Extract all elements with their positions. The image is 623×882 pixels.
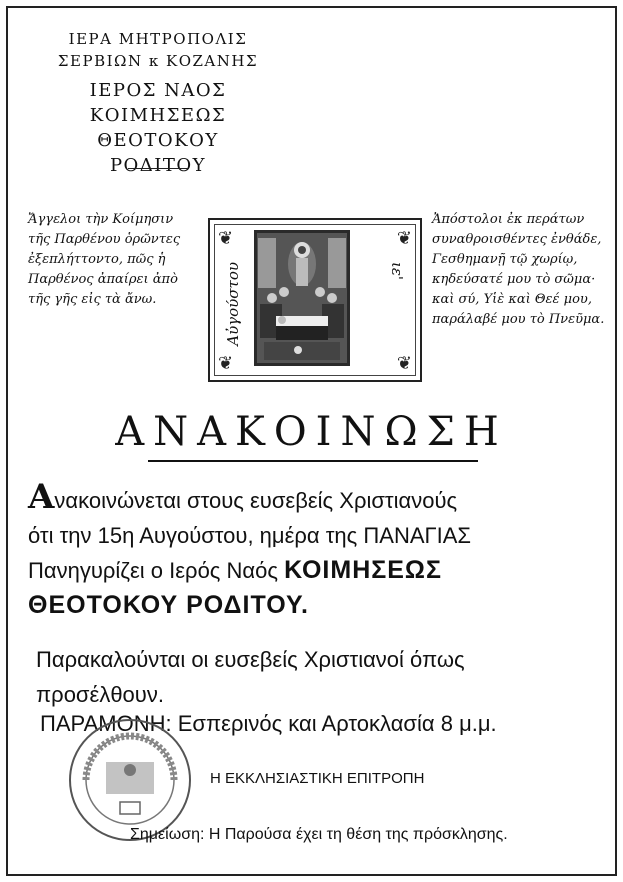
title-underline xyxy=(148,460,478,462)
header-divider xyxy=(128,168,188,169)
flourish-icon: ❦ xyxy=(396,353,412,374)
body-line-4-end: . xyxy=(300,591,309,619)
announcement-title: ΑΝΑΚΟΙΝΩΣΗ xyxy=(115,409,508,455)
icon-day-text: ιε' xyxy=(388,262,406,281)
body-line-4 xyxy=(28,588,603,623)
dormition-icon-image xyxy=(254,230,350,366)
diocese-line: ΣΕΡΒΙΩΝ κ ΚΟΖΑΝΗΣ xyxy=(57,52,259,70)
icon-frame xyxy=(208,218,422,382)
footnote: Σημείωση: Η Παρούσα έχει τη θέση της πρόσκλησης. xyxy=(130,826,508,843)
signature: Η ΕΚΚΛΗΣΙΑΣΤΙΚΗ ΕΠΙΤΡΟΠΗ xyxy=(210,770,425,787)
body-line-3-text: Πανηγυρίζει ο Ιερός Ναός xyxy=(28,558,285,583)
metropolis-line: ΙΕΡΑ ΜΗΤΡΟΠΟΛΙΣ xyxy=(68,30,248,48)
body-line-3 xyxy=(28,553,603,588)
hymn-left: Ἄγγελοι τὴν Κοίμησιν τῆς Παρθένου ὁρῶντες ἐξεπλήττοντο, πῶς ἡ Παρθένος ἀπαίρει ἀπὸ τῆς γῆς εἰς τὰ ἄνω. xyxy=(28,212,181,307)
body-line-1 xyxy=(28,477,603,518)
vigil-line: ΠΑΡΑΜΟΝΗ: Εσπερινός και Αρτοκλασία 8 μ.μ. xyxy=(40,711,497,736)
invitation-line-1: Παρακαλούνται οι ευσεβείς Χριστιανοί όπως xyxy=(36,647,465,672)
church-name-bold: ΚΟΙΜΗΣΕΩΣ xyxy=(284,556,442,584)
icon-date-text: Αὐγούστου xyxy=(224,262,242,346)
flourish-icon: ❦ xyxy=(396,228,412,249)
body-line-1-text: νακοινώνεται στους ευσεβείς Χριστιανούς xyxy=(54,488,458,513)
body-line-2: ότι την 15η Αυγούστου, ημέρα της ΠΑΝΑΓΙΑΣ xyxy=(28,523,472,548)
flourish-icon: ❦ xyxy=(218,228,234,249)
announcement-body xyxy=(28,477,603,623)
church-name-bold-2: ΘΕΟΤΟΚΟΥ ΡΟΔΙΤΟΥ xyxy=(28,591,301,619)
header xyxy=(28,28,288,178)
church-line: ΙΕΡΟΣ ΝΑΟΣ xyxy=(89,80,227,101)
hymn-right: Ἀπόστολοι ἐκ περάτων συναθροισθέντες ἐνθάδε, Γεσθημανῇ τῷ χωρίῳ, κηδεύσατέ μου τὸ σῶμα· καὶ σύ, Υἱὲ καὶ Θεέ μου, παράλαβέ μου τὸ Πνεῦμα. xyxy=(432,212,605,327)
invitation-line-2: προσέλθουν. xyxy=(36,682,164,707)
village-line: ΡΟΔΙΤΟΥ xyxy=(109,155,207,176)
invitation-paragraph xyxy=(36,642,611,712)
drop-cap: Α xyxy=(28,477,55,517)
flourish-icon: ❦ xyxy=(218,353,234,374)
church-name-line: ΚΟΙΜΗΣΕΩΣ ΘΕΟΤΟΚΟΥ xyxy=(89,105,227,151)
church-seal xyxy=(68,718,192,842)
